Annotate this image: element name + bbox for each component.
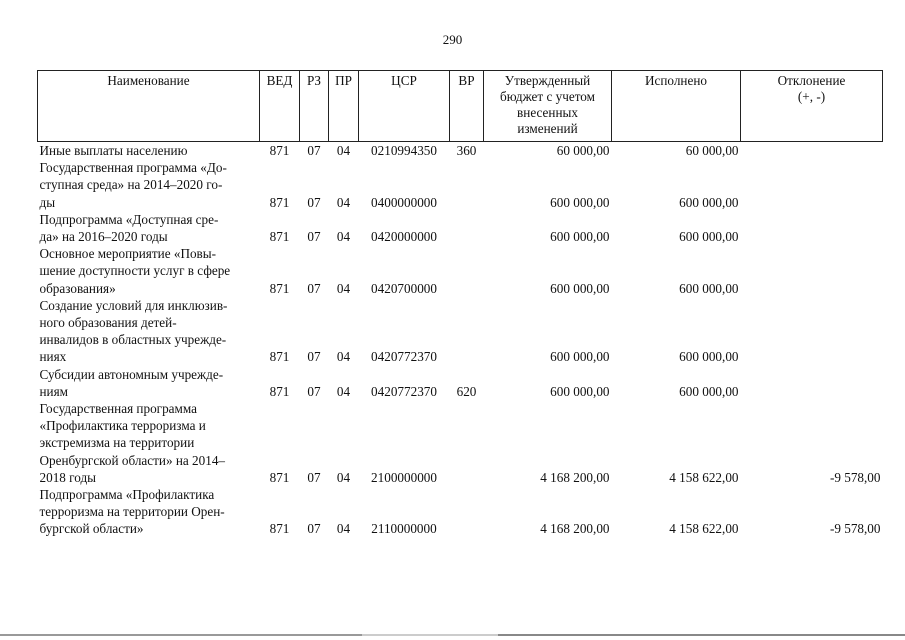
row-approved: 600 000,00 (550, 229, 610, 245)
row-name (38, 211, 260, 245)
row-name-line: Основное мероприятие «Повы- (39, 246, 217, 262)
header-deviation: Отклонение (+, -) (741, 71, 883, 142)
row-name-line: Оренбургской области» на 2014– (39, 452, 226, 468)
row-executed: 4 158 622,00 (669, 521, 739, 537)
row-csr: 0420772370 (371, 383, 437, 399)
header-vr: ВР (450, 71, 484, 142)
row-pr: 04 (336, 143, 351, 158)
row-csr: 0210994350 (371, 143, 437, 158)
row-vr (450, 297, 484, 366)
table-row (38, 211, 883, 245)
row-name-line: бургской области» (39, 521, 144, 537)
table-row (38, 486, 883, 538)
row-rz: 07 (307, 349, 321, 365)
row-name-line: терроризма на территории Орен- (39, 504, 225, 520)
row-rz: 07 (307, 521, 321, 537)
row-name-line: да» на 2016–2020 годы (39, 229, 168, 245)
row-executed: 600 000,00 (679, 194, 739, 210)
page-number: 290 (442, 32, 463, 47)
row-name-line: 2018 годы (39, 469, 97, 485)
row-name (38, 366, 260, 400)
table-row (38, 159, 883, 211)
row-approved: 600 000,00 (550, 280, 610, 296)
row-name-line: Иные выплаты населению (39, 143, 188, 158)
row-name-line: ного образования детей- (39, 315, 177, 331)
row-name-line: ступная среда» на 2014–2020 го- (39, 177, 223, 193)
row-csr: 0420700000 (371, 280, 437, 296)
row-ved: 871 (269, 280, 290, 296)
row-csr: 0400000000 (371, 194, 437, 210)
row-ved: 871 (269, 194, 290, 210)
row-executed: 60 000,00 (685, 143, 739, 158)
row-approved: 4 168 200,00 (540, 469, 610, 485)
row-deviation (741, 159, 883, 211)
row-ved: 871 (269, 229, 290, 245)
table-row (38, 142, 883, 160)
row-vr (450, 400, 484, 486)
row-rz: 07 (307, 229, 321, 245)
row-executed: 600 000,00 (679, 280, 739, 296)
row-vr (450, 159, 484, 211)
row-deviation: -9 578,00 (829, 521, 881, 537)
header-csr: ЦСР (359, 71, 450, 142)
row-rz: 07 (307, 194, 321, 210)
table-body (38, 142, 883, 538)
row-vr (450, 211, 484, 245)
row-name-line: Подпрограмма «Профилактика (39, 487, 215, 503)
row-csr: 2100000000 (371, 469, 437, 485)
row-ved: 871 (269, 469, 290, 485)
row-name (38, 245, 260, 297)
header-ved: ВЕД (260, 71, 300, 142)
row-name-line: ниям (39, 383, 69, 399)
table-row (38, 245, 883, 297)
row-pr: 04 (336, 383, 351, 399)
row-csr: 0420000000 (371, 229, 437, 245)
row-name (38, 159, 260, 211)
page-bottom-rule (0, 634, 905, 636)
row-executed: 4 158 622,00 (669, 469, 739, 485)
row-approved: 600 000,00 (550, 349, 610, 365)
row-name-line: Подпрограмма «Доступная сре- (39, 211, 219, 227)
row-name-line: ниях (39, 349, 67, 365)
row-pr: 04 (336, 469, 351, 485)
row-deviation (741, 142, 883, 160)
row-name-line: инвалидов в областных учрежде- (39, 332, 227, 348)
row-rz: 07 (307, 469, 321, 485)
budget-table (37, 70, 883, 538)
row-name-line: Государственная программа «До- (39, 160, 227, 176)
row-approved: 60 000,00 (556, 143, 610, 158)
row-csr: 2110000000 (371, 521, 437, 537)
row-ved: 871 (269, 521, 290, 537)
row-name-line: «Профилактика терроризма и (39, 418, 206, 434)
row-deviation (741, 245, 883, 297)
row-name-line: образования» (39, 280, 116, 296)
row-name-line: Создание условий для инклюзив- (39, 297, 228, 313)
row-vr (450, 245, 484, 297)
header-executed: Исполнено (612, 71, 741, 142)
row-pr: 04 (336, 521, 351, 537)
row-rz: 07 (307, 280, 321, 296)
row-rz: 07 (307, 383, 321, 399)
row-vr: 360 (456, 143, 477, 158)
row-name-line: ды (39, 194, 56, 210)
row-pr: 04 (336, 280, 351, 296)
row-approved: 4 168 200,00 (540, 521, 610, 537)
row-approved: 600 000,00 (550, 194, 610, 210)
row-pr: 04 (336, 194, 351, 210)
row-vr (450, 486, 484, 538)
row-name (38, 297, 260, 366)
table-row (38, 297, 883, 366)
header-approved: Утвержденный бюджет с учетом внесенных изменений (484, 71, 612, 142)
header-rz: РЗ (300, 71, 329, 142)
row-ved: 871 (269, 143, 290, 158)
row-pr: 04 (336, 229, 351, 245)
row-name-line: Государственная программа (39, 401, 197, 417)
table-header-row (38, 71, 883, 142)
row-name (38, 400, 260, 486)
row-rz: 07 (307, 143, 321, 158)
table-row (38, 366, 883, 400)
row-name-line: экстремизма на территории (39, 435, 195, 451)
row-executed: 600 000,00 (679, 229, 739, 245)
row-executed: 600 000,00 (679, 349, 739, 365)
header-pr: ПР (329, 71, 359, 142)
row-approved: 600 000,00 (550, 383, 610, 399)
row-executed: 600 000,00 (679, 383, 739, 399)
row-pr: 04 (336, 349, 351, 365)
row-name (38, 486, 260, 538)
row-deviation: -9 578,00 (829, 469, 881, 485)
row-ved: 871 (269, 383, 290, 399)
row-csr: 0420772370 (371, 349, 437, 365)
row-vr: 620 (456, 383, 477, 399)
row-name (38, 142, 260, 160)
row-deviation (741, 211, 883, 245)
row-deviation (741, 366, 883, 400)
row-name-line: Субсидии автономным учрежде- (39, 366, 224, 382)
table-row (38, 400, 883, 486)
row-deviation (741, 297, 883, 366)
row-name-line: шение доступности услуг в сфере (39, 263, 231, 279)
row-ved: 871 (269, 349, 290, 365)
header-name: Наименование (38, 71, 260, 142)
